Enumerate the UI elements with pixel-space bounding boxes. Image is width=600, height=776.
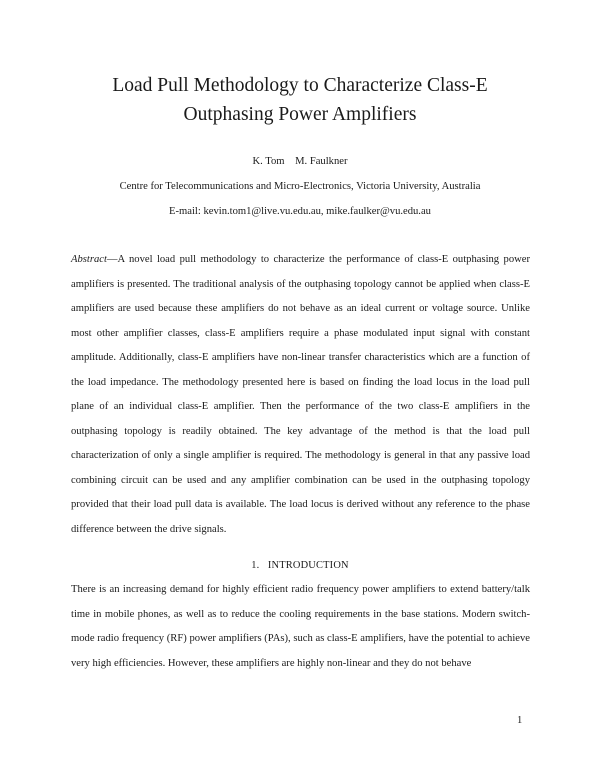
author-email: E-mail: kevin.tom1@live.vu.edu.au, mike.faulker@vu.edu.au (169, 206, 431, 217)
abstract-label: Abstract (71, 254, 107, 265)
author-list: K. Tom M. Faulkner (252, 156, 348, 167)
abstract-paragraph (71, 248, 530, 542)
page-number: 1 (517, 715, 523, 726)
paper-title-line-2: Outphasing Power Amplifiers (183, 104, 417, 125)
abstract-text: —A novel load pull methodology to characterize the performance of class-E outphasing power amplifiers is presented. The traditional analysis of the outphasing topology cannot be applied when class-E amplifiers are used because these amplifiers do not behave as an ideal current or voltage source. Unlike most other amplifier classes, class-E amplifiers require a phase modulated input signal with constant amplitude. Additionally, class-E amplifiers have non-linear transfer characteristics which are a function of the load impedance. The methodology presented here is based on finding the load locus in the load pull plane of an individual class-E amplifier. Then the performance of the two class-E amplifiers in the outphasing topology is readily obtained. The key advantage of the method is that the load pull characterization of only a single amplifier is required. The methodology is general in that any passive load combining circuit can be used and any amplifier combination can be used in the outphasing topology provided that their load pull data is available. The load locus is derived without any reference to the phase difference between the drive signals. (71, 254, 530, 535)
paper-title-line-1: Load Pull Methodology to Characterize Class-E (112, 75, 488, 96)
author-affiliation: Centre for Telecommunications and Micro-Electronics, Victoria University, Australia (119, 181, 481, 192)
section-heading-introduction: 1. INTRODUCTION (251, 560, 349, 571)
paper-title (60, 71, 540, 129)
introduction-paragraph: There is an increasing demand for highly efficient radio frequency power amplifiers to extend battery/talk time in mobile phones, as well as to reduce the cooling requirements in the base stations. Modern switch-mode radio frequency (RF) power amplifiers (PAs), such as class-E amplifiers, have the potential to achieve very high efficiencies. However, these amplifiers are highly non-linear and they do not behave (71, 584, 530, 669)
